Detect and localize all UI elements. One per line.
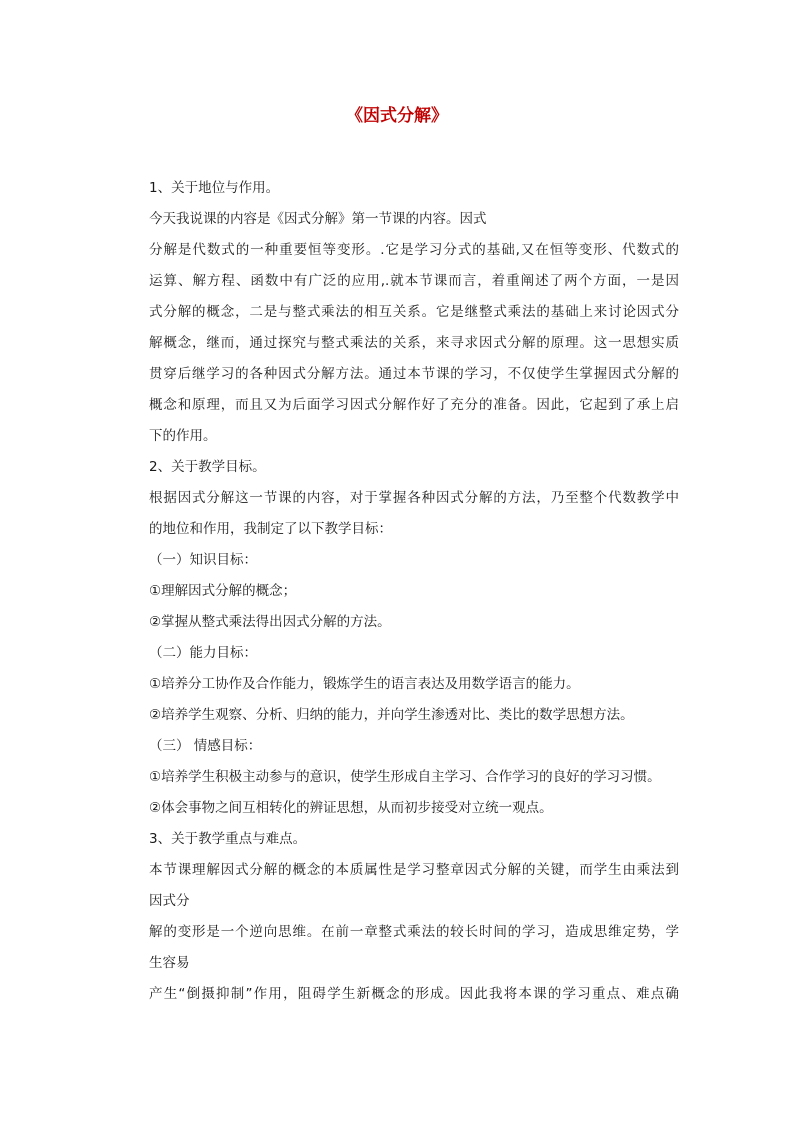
paragraph-line: 运算、解方程、函数中有广泛的应用,.就本节课而言，着重阐述了两个方面，一是因 (149, 273, 679, 289)
subsection-heading: （二）能力目标： (149, 645, 257, 661)
paragraph-line: 解的变形是一个逆向思维。在前一章整式乘法的较长时间的学习，造成思维定势，学 (149, 924, 679, 940)
paragraph-line: 因式分 (149, 893, 190, 909)
paragraph-line: 式分解的概念，二是与整式乘法的相互关系。它是继整式乘法的基础上来讨论因式分 (149, 304, 679, 320)
paragraph-line: 的地位和作用，我制定了以下教学目标： (149, 521, 392, 537)
document-body (149, 173, 679, 1010)
list-item: ①理解因式分解的概念； (149, 583, 297, 599)
list-item: ②掌握从整式乘法得出因式分解的方法。 (149, 614, 391, 630)
subsection-heading: （一）知识目标： (149, 552, 257, 568)
paragraph-line: 本节课理解因式分解的概念的本质属性是学习整章因式分解的关键，而学生由乘法到 (149, 862, 679, 878)
paragraph-line: 概念和原理，而且又为后面学习因式分解作好了充分的准备。因此，它起到了承上启 (149, 397, 679, 413)
paragraph-line: 今天我说课的内容是《因式分解》第一节课的内容。因式 (149, 211, 487, 227)
list-item: ①培养学生积极主动参与的意识，使学生形成自主学习、合作学习的良好的学习习惯。 (149, 769, 661, 785)
subsection-heading: （三） 情感目标： (149, 738, 262, 754)
paragraph-line: 分解是代数式的一种重要恒等变形。.它是学习分式的基础,又在恒等变形、代数式的 (149, 242, 679, 258)
list-item: ②体会事物之间互相转化的辨证思想，从而初步接受对立统一观点。 (149, 800, 553, 816)
paragraph-line: 解概念，继而，通过探究与整式乘法的关系，来寻求因式分解的原理。这一思想实质 (149, 335, 679, 351)
paragraph-line: 产生“倒摄抑制”作用，阻碍学生新概念的形成。因此我将本课的学习重点、难点确 (149, 986, 679, 1002)
paragraph-line: 下的作用。 (149, 428, 217, 444)
paragraph-line: 1、关于地位与作用。 (149, 180, 280, 196)
paragraph-line: 生容易 (149, 955, 190, 971)
paragraph-line: 贯穿后继学习的各种因式分解方法。通过本节课的学习，不仅使学生掌握因式分解的 (149, 366, 679, 382)
section-heading: 2、关于教学目标。 (149, 459, 266, 475)
document-title: 《因式分解》 (346, 106, 448, 126)
list-item: ②培养学生观察、分析、归纳的能力，并向学生渗透对比、类比的数学思想方法。 (149, 707, 634, 723)
list-item: ①培养分工协作及合作能力，锻炼学生的语言表达及用数学语言的能力。 (149, 676, 580, 692)
paragraph-line: 根据因式分解这一节课的内容，对于掌握各种因式分解的方法，乃至整个代数教学中 (149, 490, 679, 506)
section-heading: 3、关于教学重点与难点。 (149, 831, 307, 847)
